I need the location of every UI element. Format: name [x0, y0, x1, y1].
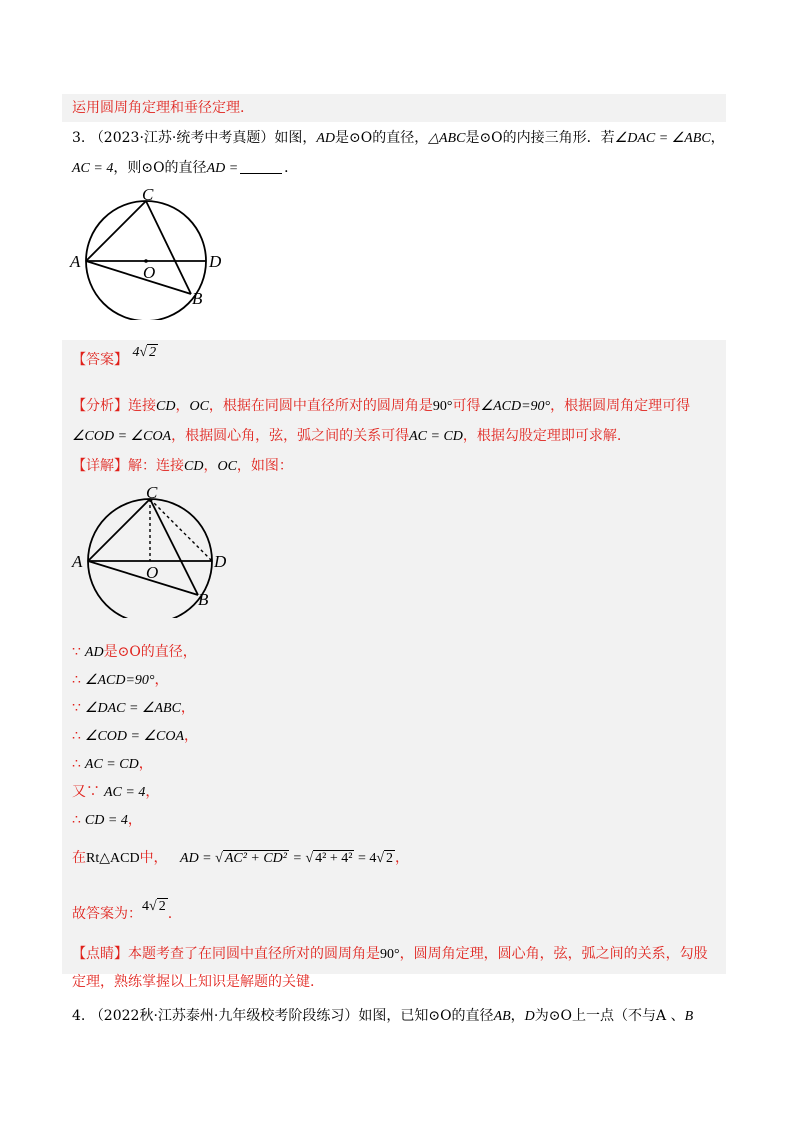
- rt-triangle: Rt△ACD: [86, 851, 140, 866]
- analysis-text: ，根据在同圆中直径所对的圆周角是: [208, 398, 433, 414]
- step-symbol: ∴: [72, 756, 81, 772]
- step-text: ，: [138, 756, 153, 772]
- detail-math: CD: [184, 459, 204, 474]
- analysis-math: ∠ACD=90°: [480, 399, 551, 414]
- q3-math: AC = 4: [72, 161, 114, 176]
- label-a: A: [70, 252, 81, 271]
- rt-radicand: 4² + 4²: [315, 851, 353, 866]
- step-symbol: ∵: [72, 700, 81, 716]
- label-c: C: [142, 185, 154, 204]
- final-value: 4√ 2: [142, 899, 166, 914]
- q4-source: （2022秋·江苏泰州·九年级校考阶段练习）: [89, 1008, 359, 1024]
- q3-text: 是⊙O的直径，: [335, 130, 429, 146]
- q4-line: [72, 1004, 693, 1029]
- q3-text: ，则⊙O的直径: [113, 160, 207, 176]
- step-text: ，: [184, 728, 199, 744]
- final-rad: 2: [158, 899, 166, 914]
- answer-rad: 2: [149, 345, 157, 360]
- q3-math: AD: [316, 131, 336, 146]
- step-text: ，: [154, 672, 169, 688]
- analysis-text: ，根据圆周角定理可得: [550, 398, 691, 414]
- step-text: 是⊙O的直径，: [103, 644, 197, 660]
- analysis-text: ，: [175, 398, 190, 414]
- answer-value: 4√ 2: [132, 345, 157, 360]
- rt-eq-part: =: [292, 851, 302, 866]
- comment-line-1: [72, 942, 708, 967]
- q3-source: （2023·江苏·统考中考真题）: [89, 130, 275, 146]
- comment-text: ，圆周角定理，圆心角，弦，弧之间的关系，勾股: [399, 946, 708, 962]
- step-math: ∠DAC = ∠ABC: [84, 701, 181, 716]
- rt-radicand: AC² + CD²: [224, 851, 287, 866]
- step-symbol: ∴: [72, 812, 81, 828]
- rt-eq-part: AD =: [180, 851, 212, 866]
- step-math: ∠ACD=90°: [84, 673, 155, 688]
- analysis-tag: 【分析】: [72, 398, 128, 414]
- detail-text: ，如图：: [236, 458, 293, 474]
- q3-math: ∠DAC = ∠ABC: [614, 131, 711, 146]
- detail-math: OC: [217, 459, 237, 474]
- analysis-text: 连接: [128, 398, 156, 414]
- q3-text: 如图，: [274, 130, 317, 146]
- figure-2: [66, 478, 246, 618]
- q3-math: △ABC: [428, 131, 466, 146]
- proof-step: [72, 808, 142, 833]
- step-symbol: ∴: [72, 672, 81, 688]
- step-math: ∠COD = ∠COA: [84, 729, 185, 744]
- proof-step: [72, 724, 198, 749]
- figure-1: [66, 180, 236, 320]
- q3-text: ，: [710, 130, 725, 146]
- q3-text: 是⊙O的内接三角形．若: [465, 130, 615, 146]
- step-math: AC = CD: [84, 757, 139, 772]
- q3-math: AD =: [206, 161, 239, 176]
- final-line: [72, 899, 173, 927]
- rt-eq-part: = 4: [357, 851, 377, 866]
- label-o-2: O: [146, 563, 159, 582]
- circle-o-2: [88, 499, 212, 618]
- step-text: ，: [127, 812, 142, 828]
- q4-math: AB: [493, 1009, 511, 1024]
- analysis-line-1: [72, 394, 690, 419]
- comment-math: 90°: [380, 947, 400, 962]
- q4-text: 如图，已知⊙O的直径: [358, 1008, 494, 1024]
- rt-line: [72, 846, 409, 871]
- detail-tag: 【详解】: [72, 458, 128, 474]
- rt-text: ，: [395, 850, 410, 866]
- answer-blank: [240, 159, 282, 174]
- q3-line-1: [72, 126, 725, 151]
- proof-step: [72, 640, 197, 665]
- q4-text: ，: [510, 1008, 525, 1024]
- q4-math: B: [684, 1009, 694, 1024]
- final-text: 故答案为：: [72, 906, 142, 922]
- step-symbol: ∵: [72, 644, 81, 660]
- label-b-2: B: [198, 590, 209, 609]
- label-o: O: [143, 263, 156, 282]
- step-symbol: ∴: [72, 728, 81, 744]
- final-coef: 4: [142, 899, 149, 914]
- intro-line: 运用圆周角定理和垂径定理.: [72, 100, 245, 116]
- label-b: B: [192, 289, 203, 308]
- detail-text: ，: [203, 458, 218, 474]
- final-text: .: [167, 906, 173, 922]
- analysis-text: ，根据圆心角，弦，弧之间的关系可得: [171, 428, 410, 444]
- analysis-line-2: [72, 424, 621, 449]
- q3-line-2: [72, 156, 298, 181]
- q3-number: 3.: [72, 130, 86, 146]
- analysis-text: ，根据勾股定理即可求解.: [462, 428, 622, 444]
- step-text: ，: [145, 784, 160, 800]
- proof-step: [72, 696, 195, 721]
- rt-radicand: 2: [386, 851, 394, 866]
- detail-line: [72, 454, 293, 479]
- rt-text: 中，: [139, 850, 168, 866]
- answer-tag: 【答案】: [72, 352, 128, 368]
- label-a-2: A: [72, 552, 83, 571]
- step-text: ，: [180, 700, 195, 716]
- label-c-2: C: [146, 483, 158, 502]
- analysis-math: AC = CD: [409, 429, 463, 444]
- step-math: CD = 4: [84, 813, 128, 828]
- step-math: AD: [84, 645, 104, 660]
- analysis-math: ∠COD = ∠COA: [72, 429, 172, 444]
- analysis-text: 可得: [452, 398, 481, 414]
- q4-text: 为⊙O上一点（不与A 、: [534, 1008, 685, 1024]
- step-symbol: 又∵: [72, 784, 100, 800]
- answer-coef: 4: [132, 345, 140, 360]
- detail-text: 解：连接: [128, 458, 184, 474]
- analysis-math: OC: [189, 399, 209, 414]
- q3-text: ．: [284, 160, 299, 176]
- segment-ab: [86, 261, 191, 294]
- proof-step: [72, 780, 159, 805]
- q4-math: D: [524, 1009, 535, 1024]
- label-d-2: D: [214, 552, 227, 571]
- rt-equation: AD = √ AC² + CD² = √ 4² + 4² = 4√ 2: [180, 851, 394, 866]
- comment-text: 本题考查了在同圆中直径所对的圆周角是: [128, 946, 380, 962]
- analysis-math: CD: [156, 399, 176, 414]
- q4-number: 4.: [72, 1008, 86, 1024]
- proof-step: [72, 752, 153, 777]
- answer-line: [72, 345, 158, 373]
- label-d: D: [209, 252, 222, 271]
- analysis-math: 90°: [432, 399, 453, 414]
- rt-text: 在: [72, 850, 86, 866]
- step-math: AC = 4: [104, 785, 146, 800]
- proof-step: [72, 668, 169, 693]
- comment-tag: 【点睛】: [72, 946, 128, 962]
- comment-line-2: 定理，熟练掌握以上知识是解题的关键.: [72, 974, 315, 990]
- segment-ab-2: [88, 561, 198, 595]
